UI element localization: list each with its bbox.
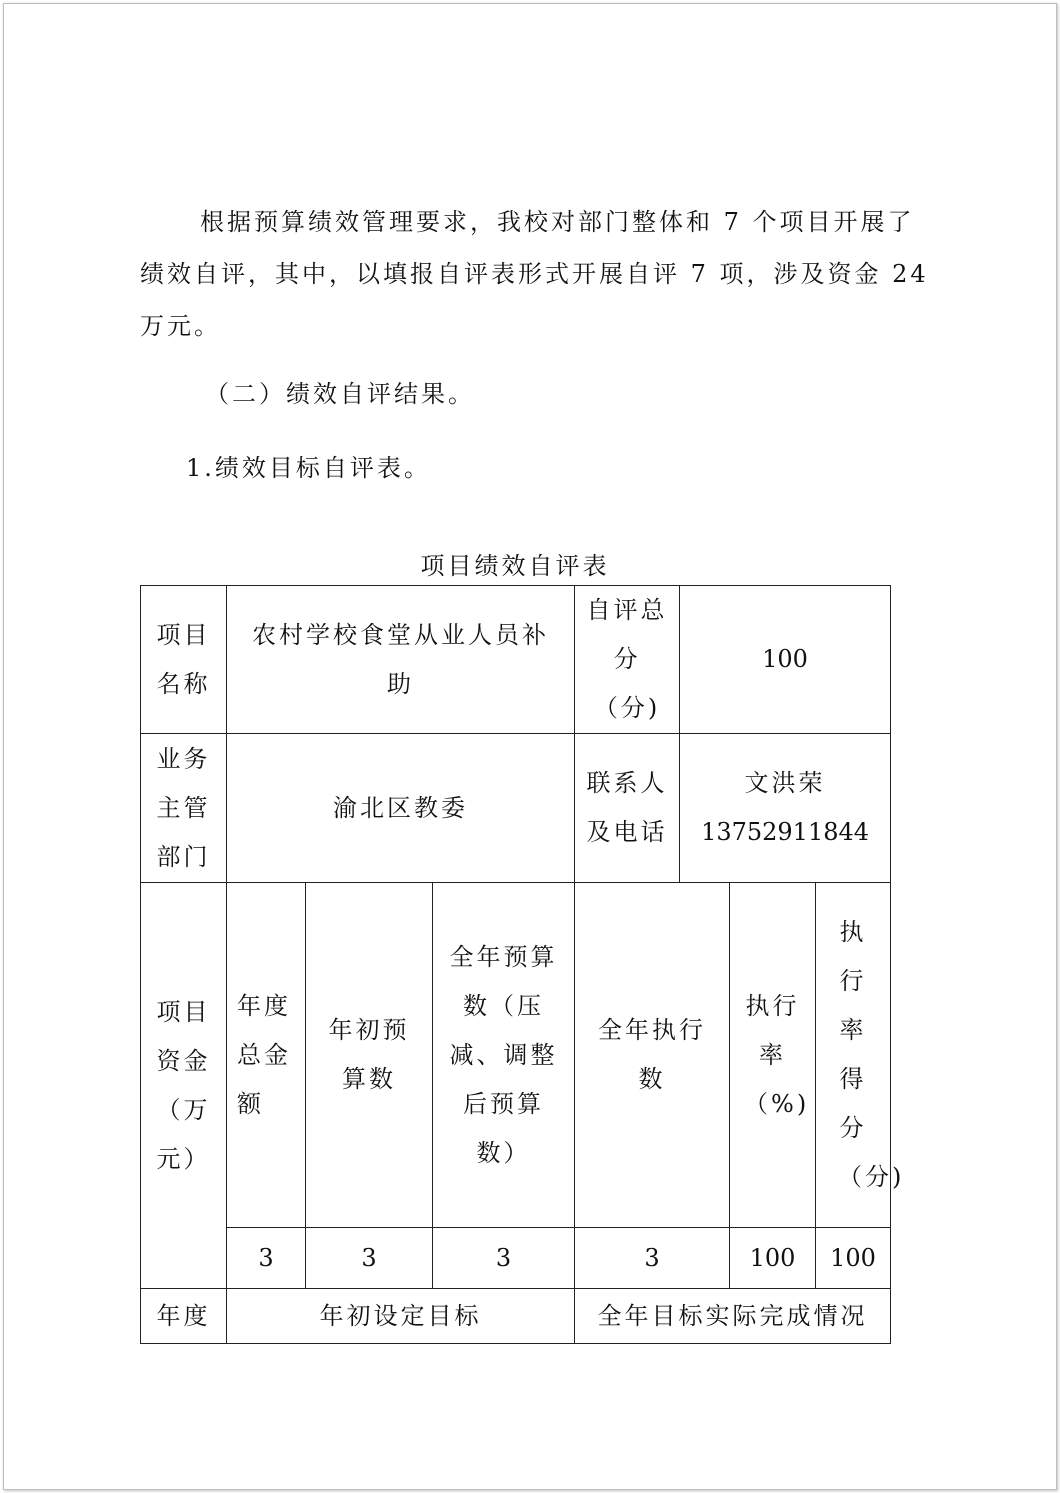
- val-annual-total: 3: [227, 1228, 306, 1289]
- table-row: [141, 586, 891, 734]
- table-row: [141, 1289, 891, 1344]
- col-annual-total: 年度总金额: [227, 883, 306, 1228]
- table-title: 项目绩效自评表: [420, 552, 610, 580]
- self-evaluation-table: [140, 585, 905, 1344]
- col-full-year-exec: 全年执行数: [575, 883, 730, 1228]
- section-heading: （二）绩效自评结果。: [205, 380, 475, 408]
- table-row: [141, 1228, 891, 1289]
- actual-completion-label: 全年目标实际完成情况: [575, 1289, 891, 1344]
- contact-name: 文洪荣: [744, 769, 826, 797]
- project-name-label: 项目名称: [141, 586, 227, 734]
- initial-target-label: 年初设定目标: [227, 1289, 575, 1344]
- self-score-value: 100: [680, 586, 891, 734]
- contact-label: 联系人及电话: [575, 734, 680, 883]
- table-row: [141, 883, 891, 1228]
- col-initial-budget: 年初预算数: [306, 883, 433, 1228]
- funds-label: 项目资金（万元）: [141, 883, 227, 1289]
- val-initial-budget: 3: [306, 1228, 433, 1289]
- contact-phone: 13752911844: [701, 818, 870, 846]
- sub-heading: 1.绩效目标自评表。: [186, 454, 431, 482]
- intro-paragraph: 根据预算绩效管理要求，我校对部门整体和 7 个项目开展了绩效自评，其中，以填报自评表形式开展自评 7 项，涉及资金 24 万元。: [140, 208, 929, 340]
- col-exec-rate: 执行率（%): [730, 883, 816, 1228]
- project-name-value: 农村学校食堂从业人员补助: [227, 586, 575, 734]
- val-full-year-budget: 3: [433, 1228, 575, 1289]
- dept-value: 渝北区教委: [227, 734, 575, 883]
- val-exec-rate: 100: [730, 1228, 816, 1289]
- col-exec-score: 执行率得分（分): [816, 883, 891, 1228]
- dept-label: 业务主管部门: [141, 734, 227, 883]
- self-score-label: 自评总分（分): [575, 586, 680, 734]
- val-exec-score: 100: [816, 1228, 891, 1289]
- contact-cell: [680, 734, 891, 883]
- table-row: [141, 734, 891, 883]
- year-label: 年度: [141, 1289, 227, 1344]
- val-full-year-exec: 3: [575, 1228, 730, 1289]
- col-full-year-budget: 全年预算数（压减、调整后预算数）: [433, 883, 575, 1228]
